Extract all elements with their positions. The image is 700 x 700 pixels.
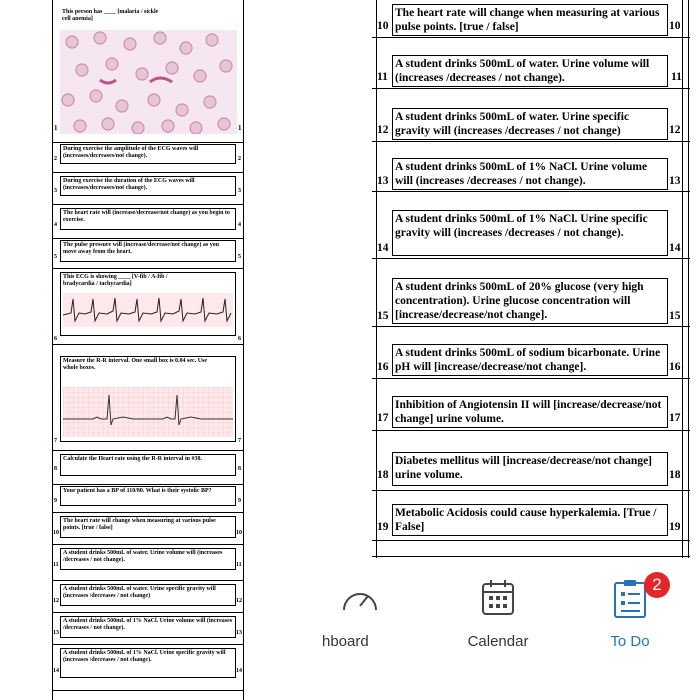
divider: [372, 88, 690, 89]
question-number-right: 9: [238, 498, 241, 504]
rr-question-box: [60, 356, 236, 442]
question-number: 1: [54, 124, 58, 132]
question-number: 12: [377, 124, 389, 136]
divider: [372, 378, 690, 379]
question-text: A student drinks 500mL of water. Urine volume will (increases /decreases / not change).: [60, 548, 236, 570]
question-number: 13: [53, 630, 59, 636]
question-number-right: 15: [669, 310, 681, 322]
question-number-right: 6: [238, 336, 241, 342]
bottom-border: [372, 556, 690, 557]
dashboard-gauge-icon: [340, 580, 380, 620]
question-number-right: 14: [669, 242, 681, 254]
calendar-icon: [480, 578, 516, 618]
question-text: This ECG is showing ____ [V-fib / A-fib / bradycardia / tachycardia]: [63, 274, 168, 287]
question-text: A student drinks 500mL of 20% glucose (very high concentration). Urine glucose concentration will [increase/decrease/not change].: [392, 278, 668, 324]
question-number: 3: [54, 188, 57, 194]
question-number: 6: [54, 336, 57, 342]
question-text: The pulse pressure will (increase/decrease/not change) as you move away from the heart.: [60, 240, 236, 262]
question-text: The heart rate will change when measuring at various pulse points. [true / false]: [60, 516, 236, 538]
question-number-right: 18: [669, 469, 681, 481]
question-number: 10: [377, 20, 389, 32]
question-number: 19: [377, 521, 389, 533]
tab-label: hboard: [322, 633, 369, 650]
question-text: Metabolic Acidosis could cause hyperkalemia. [True / False]: [392, 504, 668, 536]
question-text: Diabetes mellitus will [increase/decrease/not change] urine volume.: [392, 452, 668, 486]
question-number: 11: [53, 562, 59, 568]
question-number: 8: [54, 466, 57, 472]
question-number-right: 10: [236, 530, 242, 536]
question-text: Measure the R-R interval. One small box is 0.04 sec. Use whole boxes.: [63, 358, 208, 371]
question-text: Calculate the Heart rate using the R-R interval in #38.: [60, 454, 236, 476]
divider: [372, 191, 690, 192]
question-text: During exercise the duration of the ECG waves will (increases/decreases/not change).: [60, 176, 236, 196]
question-number: 7: [54, 438, 57, 444]
question-text: A student drinks 500mL of 1% NaCl. Urine specific gravity will (increases /decreases / not change).: [392, 210, 668, 256]
question-text: A student drinks 500mL of 1% NaCl. Urine volume will (increases /decreases / not change).: [60, 616, 236, 638]
question-number-right: 2: [238, 156, 241, 162]
divider: [372, 430, 690, 431]
question-number-right: 12: [669, 124, 681, 136]
question-number: 4: [54, 222, 57, 228]
divider: [372, 37, 690, 38]
right-worksheet: [372, 0, 690, 558]
question-number-right: 1: [238, 124, 242, 132]
question-text: A student drinks 500mL of 1% NaCl. Urine specific gravity will (increases /decreases / not change).: [60, 648, 236, 678]
question-text: A student drinks 500mL of 1% NaCl. Urine volume will (increases /decreases / not change).: [392, 158, 668, 190]
question-number: 13: [377, 175, 389, 187]
question-number-right: 13: [236, 630, 242, 636]
question-number: 12: [53, 598, 59, 604]
question-number: 15: [377, 310, 389, 322]
question-number-right: 14: [236, 668, 242, 674]
question-number: 18: [377, 469, 389, 481]
question-text: This person has ____ [malaria / sickle cell anemia]: [62, 9, 159, 22]
bottom-tab-bar: [322, 560, 700, 700]
question-number-right: 19: [669, 521, 681, 533]
blood-smear-image: [60, 30, 237, 134]
question-number: 16: [377, 361, 389, 373]
question-number-right: 11: [671, 71, 682, 83]
question-number-right: 17: [669, 412, 681, 424]
question-text: A student drinks 500mL of sodium bicarbonate. Urine pH will [increase/decrease/not change].: [392, 344, 668, 376]
question-number: 5: [54, 254, 57, 260]
left-worksheet: [52, 0, 244, 700]
right-border-outer: [688, 0, 689, 558]
question-number-right: 11: [236, 562, 242, 568]
question-number: 2: [54, 156, 57, 162]
rr-ecg-trace: [63, 387, 233, 437]
question-number: 17: [377, 412, 389, 424]
question-number: 10: [53, 530, 59, 536]
ecg-question-box: [60, 272, 236, 336]
question-number: 14: [53, 668, 59, 674]
question-number-right: 12: [236, 598, 242, 604]
question-text: A student drinks 500mL of water. Urine specific gravity will (increases /decreases / not change): [60, 584, 236, 606]
divider: [372, 141, 690, 142]
divider: [372, 326, 690, 327]
question-text: During exercise the amplitude of the ECG waves will (increases/decreases/not change).: [60, 144, 236, 164]
question-text: A student drinks 500mL of water. Urine specific gravity will (increases /decreases / not change): [392, 108, 668, 140]
question-number-right: 3: [238, 188, 241, 194]
question-number-right: 16: [669, 361, 681, 373]
question-number: 11: [377, 71, 388, 83]
todo-clipboard-icon: [612, 578, 648, 620]
tab-label: To Do: [610, 633, 650, 650]
question-number: 14: [377, 242, 389, 254]
notification-badge: 2: [644, 572, 670, 598]
question-text: The heart rate will (increase/decrease/not change) as you begin to exercise.: [60, 208, 236, 230]
question-number-right: 7: [238, 438, 241, 444]
right-border: [682, 0, 683, 558]
tab-label: Calendar: [467, 633, 529, 650]
question-text: Your patient has a BP of 110/80. What is their systolic BP?: [60, 486, 236, 506]
afib-ecg-trace: [63, 293, 233, 327]
divider: [372, 490, 690, 491]
question-text: Inhibition of Angiotensin II will [increase/decrease/not change] urine volume.: [392, 396, 668, 428]
divider: [372, 258, 690, 259]
question-number-right: 5: [238, 254, 241, 260]
question-number: 9: [54, 498, 57, 504]
question-number-right: 13: [669, 175, 681, 187]
divider: [372, 540, 690, 541]
question-number-right: 4: [238, 222, 241, 228]
question-text: A student drinks 500mL of water. Urine volume will (increases /decreases / not change).: [392, 55, 668, 87]
question-text: The heart rate will change when measuring at various pulse points. [true / false]: [392, 4, 668, 36]
question-number-right: 10: [669, 20, 681, 32]
question-number-right: 8: [238, 466, 241, 472]
